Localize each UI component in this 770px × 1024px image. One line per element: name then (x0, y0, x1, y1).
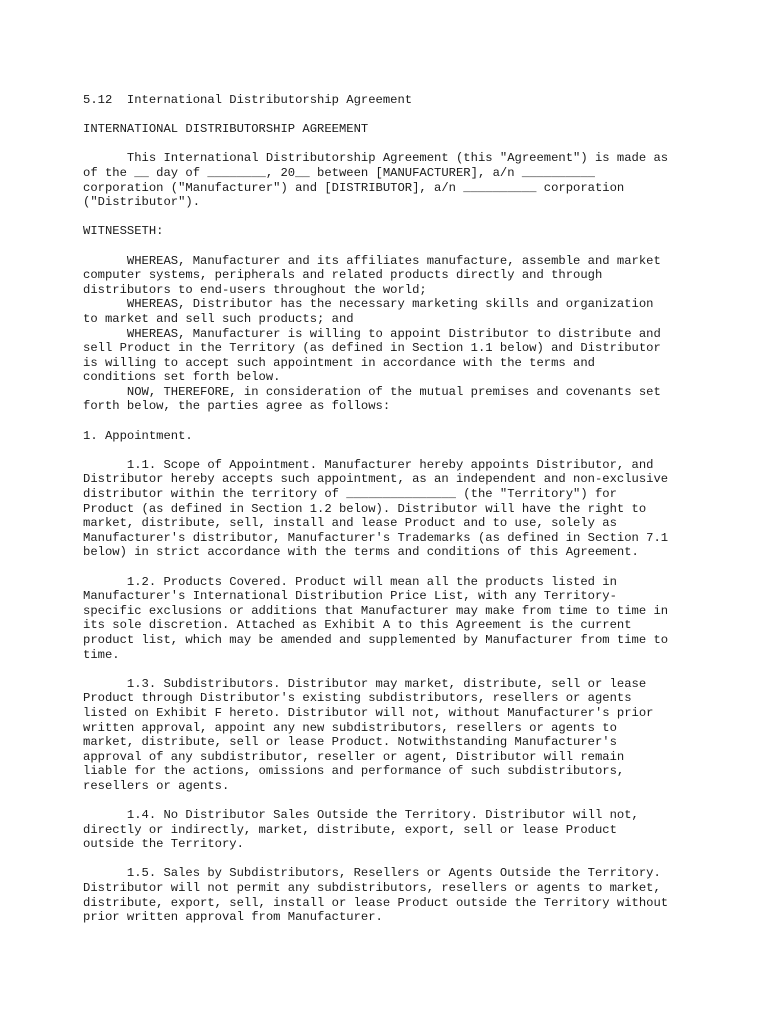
text-line: time. (83, 647, 120, 662)
text-line: Manufacturer's International Distribution Price List, with any Territory- (83, 589, 617, 604)
text-line: resellers or agents. (83, 778, 230, 793)
section-heading: 5.12 International Distributorship Agreement (83, 93, 413, 107)
text-line: 1.5. Sales by Subdistributors, Resellers or Agents Outside the Territory. (83, 866, 661, 881)
text-line: written approval, appoint any new subdistributors, resellers or agents to (83, 720, 617, 735)
text-line: distributor within the territory of _______________ (the "Territory") for (83, 487, 617, 502)
spacer (83, 560, 703, 575)
text-line: product list, which may be amended and supplemented by Manufacturer from time to (83, 632, 669, 647)
text-line: forth below, the parties agree as follows: (83, 399, 391, 414)
section-1-3 (83, 677, 703, 794)
text-line: 1.1. Scope of Appointment. Manufacturer hereby appoints Distributor, and (83, 457, 654, 472)
text-line: distributors to end-users throughout the world; (83, 282, 427, 297)
text-line: below) in strict accordance with the terms and conditions of this Agreement. (83, 545, 639, 560)
spacer (83, 108, 703, 123)
text-line: This International Distributorship Agreement (this "Agreement") is made as (83, 151, 669, 166)
witnesseth-heading: WITNESSETH: (83, 224, 164, 239)
text-line: approval of any subdistributor, reseller or agent, Distributor will remain (83, 749, 625, 764)
text-line: 1.4. No Distributor Sales Outside the Territory. Distributor will not, (83, 808, 639, 823)
document-title: INTERNATIONAL DISTRIBUTORSHIP AGREEMENT (83, 122, 369, 137)
text-line: market, distribute, sell or lease Product. Notwithstanding Manufacturer's (83, 735, 617, 750)
text-line: specific exclusions or additions that Manufacturer may make from time to time in (83, 603, 669, 618)
text-line: WHEREAS, Manufacturer and its affiliates manufacture, assemble and market (83, 253, 661, 268)
text-line: Manufacturer's distributor, Manufacturer's Trademarks (as defined in Section 7.1 (83, 530, 669, 545)
text-line: Product (as defined in Section 1.2 below). Distributor will have the right to (83, 501, 647, 516)
section-1-2 (83, 575, 703, 663)
text-line: liable for the actions, omissions and performance of such subdistributors, (83, 764, 625, 779)
spacer (83, 443, 703, 458)
spacer (83, 794, 703, 809)
section-1-5 (83, 866, 703, 924)
text-line: corporation ("Manufacturer") and [DISTRIBUTOR], a/n __________ corporation (83, 180, 625, 195)
spacer (83, 662, 703, 677)
text-line: 1.2. Products Covered. Product will mean all the products listed in (83, 574, 617, 589)
text-line: Distributor hereby accepts such appointment, as an independent and non-exclusive (83, 472, 669, 487)
section-1-1 (83, 458, 703, 560)
text-line: sell Product in the Territory (as defined in Section 1.1 below) and Distributor (83, 341, 661, 356)
text-line: 1.3. Subdistributors. Distributor may market, distribute, sell or lease (83, 676, 647, 691)
spacer (83, 852, 703, 867)
article-1-heading: 1. Appointment. (83, 428, 193, 443)
text-line: Product through Distributor's existing subdistributors, resellers or agents (83, 691, 632, 706)
recitals (83, 254, 703, 415)
text-line: conditions set forth below. (83, 370, 281, 385)
spacer (83, 210, 703, 225)
spacer (83, 239, 703, 254)
text-line: is willing to accept such appointment in accordance with the terms and (83, 355, 595, 370)
intro-paragraph (83, 151, 703, 209)
text-line: of the __ day of ________, 20__ between [MANUFACTURER], a/n __________ (83, 165, 595, 180)
document-page (83, 93, 703, 925)
text-line: Distributor will not permit any subdistributors, resellers or agents to market, (83, 881, 661, 896)
text-line: ("Distributor"). (83, 195, 201, 210)
spacer (83, 414, 703, 429)
text-line: to market and sell such products; and (83, 311, 354, 326)
text-line: NOW, THEREFORE, in consideration of the mutual premises and covenants set (83, 384, 661, 399)
text-line: market, distribute, sell, install and lease Product and to use, solely as (83, 516, 617, 531)
text-line: outside the Territory. (83, 837, 244, 852)
text-line: computer systems, peripherals and related products directly and through (83, 268, 603, 283)
spacer (83, 137, 703, 152)
text-line: listed on Exhibit F hereto. Distributor will not, without Manufacturer's prior (83, 705, 654, 720)
text-line: directly or indirectly, market, distribute, export, sell or lease Product (83, 822, 617, 837)
section-1-4 (83, 808, 703, 852)
text-line: prior written approval from Manufacturer. (83, 910, 383, 925)
text-line: its sole discretion. Attached as Exhibit A to this Agreement is the current (83, 618, 632, 633)
text-line: WHEREAS, Manufacturer is willing to appoint Distributor to distribute and (83, 326, 661, 341)
text-line: WHEREAS, Distributor has the necessary marketing skills and organization (83, 297, 654, 312)
text-line: distribute, export, sell, install or lease Product outside the Territory without (83, 895, 669, 910)
